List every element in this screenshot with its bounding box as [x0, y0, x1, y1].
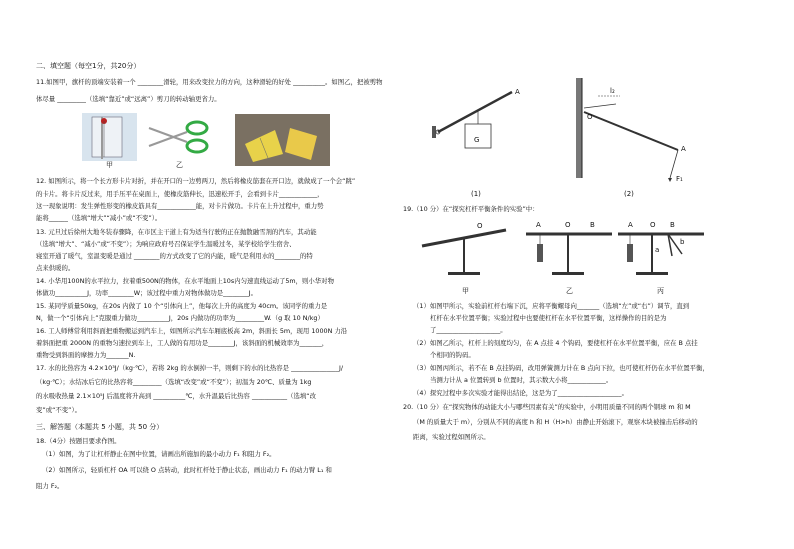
- q20-line3: 距离，实验过程如图所示。: [413, 433, 490, 441]
- bing-label-b-pos: b: [680, 238, 685, 246]
- bing-label-o: O: [650, 221, 656, 229]
- q19-1-line3: 了____________________。: [430, 326, 507, 334]
- fig-label-yi: 乙: [176, 161, 183, 169]
- q18-2-line1: （2）如图所示，轻质杠杆 OA 可以绕 O 点转动，此时杠杆处于静止状态，画出动力 F₁ 的动力臂 L₁ 和: [42, 466, 332, 474]
- q19-2-line1: （2）如图乙所示，杠杆上的刻度均匀，在 A 点挂 4 个钩码，要使杠杆在水平位置平衡，应在 B 点挂: [413, 339, 698, 347]
- q12-line3: 这一现象说明：发生弹性形变的橡皮筋具有____________能，对卡片做功。卡片在上升过程中，重力势: [36, 202, 324, 210]
- lever-figure-2: [576, 78, 686, 188]
- q16-line1: 16. 工人师傅常利用斜面把重物搬运到汽车上，如图所示汽车车厢底板高 2m，斜面长 5m，现用 1000N 力沿: [36, 327, 348, 335]
- fig2-label-o: O: [587, 113, 593, 121]
- section2-title: 二、填空题（每空1分，共20分）: [36, 62, 141, 70]
- q11-line1: 11.如图甲，旗杆的顶端安装着一个 ________滑轮，用来改变拉力的方向，这种滑轮的好处 __________。如图乙，把被剪物: [36, 78, 383, 86]
- q14-line2: 体做功__________J，功率________W；该过程中重力对物体做功是________J。: [36, 289, 257, 297]
- fig2-label-a: A: [681, 145, 686, 153]
- fig1-label-a: A: [515, 88, 520, 96]
- scissors-figure: [145, 120, 215, 154]
- q17-line3: 的水吸收热量 2.1×10⁵J 后温度将升高到 __________℃，水升温最后比热容 ___________（选填“改: [36, 392, 316, 400]
- q12-line2: 的卡片。将卡片反过来，用手压平在桌面上，使橡皮筋伸长，迅速松开手，会看到卡片____________，: [36, 190, 324, 198]
- q17-line4: 变”或“不变”）。: [36, 406, 82, 414]
- q18-2-line2: 阻力 F₂。: [36, 482, 64, 490]
- q20-line1: 20.（10 分）在“探究物体的动能大小与哪些因素有关”的实验中，小明用质量不同的两个钢球 m 和 M: [403, 403, 691, 411]
- q17-line1: 17. 水的比热容为 4.2×10³J/（kg·℃），若将 2kg 的水倒掉一半，则剩下的水的比热容是 _______________J/: [36, 364, 344, 372]
- lever-balance-bing: [616, 226, 706, 282]
- q13-line2: （选填“增大”、“减小”或“不变”）；为响应政府号召保证学生温暖过冬，某学校给学生宿舍、: [36, 240, 296, 248]
- section3-title: 三、解答题（本题共 5 小题，共 50 分）: [36, 423, 164, 431]
- bing-label-a-pos: a: [655, 246, 660, 254]
- fig2-label-l2: l₂: [610, 87, 615, 95]
- q19-4: （4）探究过程中多次实验才能得出结论，这是为了____________________。: [413, 389, 628, 397]
- q19-2-line2: 个相同的钩码。: [430, 351, 475, 359]
- lever-caption-yi: 乙: [566, 287, 573, 295]
- q12-line4: 能将______（选填“增大”“减小”或“不变”）。: [36, 214, 162, 222]
- fig1-caption: (1): [471, 190, 481, 198]
- q12-line1: 12. 如图所示，将一个长方形卡片对折，并在开口的一边剪两刀，然后将橡皮筋套在开口边，就做成了一个会“跳”: [36, 177, 356, 185]
- fig1-label-g: G: [474, 136, 480, 144]
- q19-1-line2: 杠杆在水平位置平衡；实验过程中也要使杠杆在水平位置平衡，这样操作的目的是为: [430, 314, 667, 322]
- q17-line2: （kg·℃）；水结冰后它的比热容将_________（选填“改变”或“不变”）；初温为 20℃、质量为 1kg: [36, 378, 312, 386]
- jia-label-o: O: [477, 222, 483, 230]
- fig2-label-f1: F₁: [676, 175, 683, 183]
- q13-line3: 寝室开通了暖气，室温变暖是通过 ________的方式改变了它的内能，暖气是利用水的________的特: [36, 252, 313, 260]
- q18-title: 18.（4分）按题目要求作图。: [36, 437, 121, 445]
- q15-line1: 15. 某同学质量50kg，在20s 内做了 10 个“引体向上”，他每次上升的高度为 40cm。该同学的重力是: [36, 302, 328, 310]
- q18-1: （1）如图，为了让杠杆静止在图中位置，请画出所施加的最小动力 F₁ 和阻力 F₂。: [42, 450, 276, 458]
- q11-line2: 体尽量 _________（选填“靠近”或“远离”）剪刀的转动轴更省力。: [36, 95, 221, 103]
- lever-caption-bing: 丙: [657, 287, 664, 295]
- q20-line2: （M 的质量大于 m），分别从不同的高度 h 和 H（H>h）由静止开始滚下，观察木块被撞击后移动的: [413, 418, 698, 426]
- lever-figure-1: [432, 84, 532, 164]
- yi-label-o: O: [565, 221, 571, 229]
- lever-balance-jia: [420, 220, 510, 280]
- bing-label-b: B: [670, 221, 675, 229]
- q19-3-line2: 当测力计从 a 位置转到 b 位置时，其示数大小将____________。: [430, 376, 613, 384]
- lever-balance-yi: [524, 226, 614, 282]
- bing-label-a: A: [628, 221, 633, 229]
- fig-label-jia: 甲: [106, 161, 113, 169]
- lever-caption-jia: 甲: [462, 287, 469, 295]
- q19-1-line1: （1）如图甲所示，实验前杠杆右端下沉，应将平衡螺母向_______（选填“左”或“右”）调节，直到: [413, 302, 690, 310]
- yi-label-a: A: [536, 221, 541, 229]
- card-photo-figure: [235, 114, 330, 166]
- fig2-caption: (2): [624, 190, 634, 198]
- q19-title: 19.（10 分）在“探究杠杆平衡条件的实验”中：: [403, 205, 539, 213]
- yi-label-b: B: [590, 221, 595, 229]
- flagpole-figure: [82, 113, 137, 161]
- q16-line3: 重物受到斜面的摩擦力为_______N.: [36, 351, 136, 359]
- q13-line4: 点来供暖的。: [36, 264, 75, 272]
- q13-line1: 13. 元旦过后徐州大地冬装春骤降，在市区主干道上有为适当行驶的正在抛散融雪剂的汽车，其动能: [36, 228, 317, 236]
- q19-3-line1: （3）如图丙所示，若不在 B 点挂钩码，改用弹簧测力计在 B 点向下拉，也可使杠杆仍在水平位置平衡，: [413, 364, 709, 372]
- q14-line1: 14. 小华用100N的水平拉力，拉着重500N的物体，在水平地面上10s内匀速直线运动了5m，则小华对物: [36, 277, 334, 285]
- q16-line2: 着斜面把重 2000N 的重物匀速拉到车上，工人做的有用功是________J，该斜面的机械效率为_______，: [36, 339, 329, 347]
- q15-line2: N，做一个“引体向上”克服重力做功__________J，20s 内做功的功率为_________W.（g 取 10 N/kg）: [36, 314, 324, 322]
